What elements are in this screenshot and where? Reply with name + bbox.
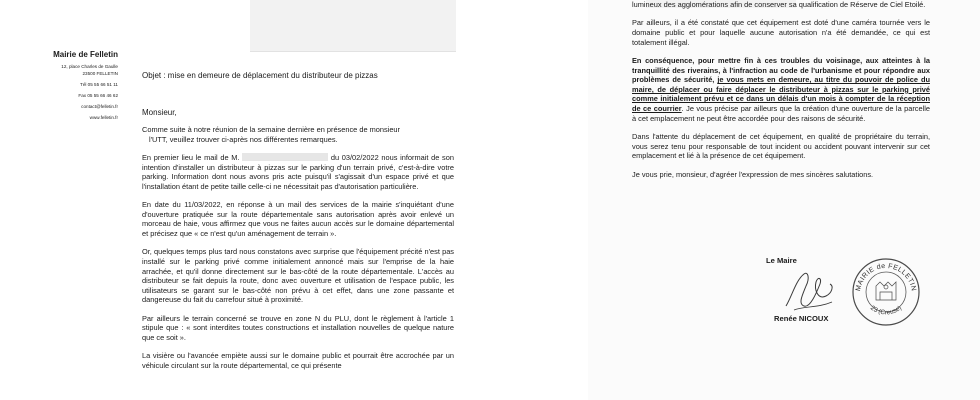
paragraph-first-mail bbox=[142, 153, 454, 191]
signatory-name: Renée NICOUX bbox=[774, 314, 829, 323]
formal-notice-demand: je vous mets en demeure, au titre du pouvoir de police du maire, de déplacer ou faire déplacer le distributeur à pizzas sur le parking privé comme initialement prévu et ce dans un délais d'un mois à compter de la réception de ce courrier bbox=[632, 75, 930, 113]
paragraph-march-reply: En date du 11/03/2022, en réponse à un mail des services de la mairie s'inquiétant d'une d'ouverture pratiquée sur la route départementale sans autorisation après avoir enlevé un morceau de haie, vous affirmez que vous ne faites aucun accès sur le domaine départemental et précisez que « ce n'est qu'un aménagement de terrain ». bbox=[142, 200, 454, 238]
letter-body-right bbox=[632, 0, 930, 188]
town-hall-seal bbox=[850, 256, 922, 328]
redacted-name bbox=[242, 153, 328, 161]
seal-bottom-text: 23 (Creuse) bbox=[868, 304, 904, 317]
seal-emblem bbox=[876, 282, 896, 300]
sender-address-line-2: 23500 FELLETIN bbox=[82, 71, 118, 76]
formal-notice-security: . Je vous précise par ailleurs que la création d'une ouverture de la parcelle à cet emplacement ne peut être accordée pour des raisons de sécurité. bbox=[632, 103, 931, 123]
svg-text:23 (Creuse) bbox=[869, 305, 903, 317]
paragraph-intro-line-2: l'UTT, veuillez trouver ci-après nos différentes remarques. bbox=[149, 134, 338, 144]
paragraph-installation: Or, quelques temps plus tard nous constatons avec surprise que l'équipement précité n'est pas installé sur le parking privé comme initialement annoncé mais sur l'emprise de la haie arrachée, et qu'il donne directement sur le bas-côté de la route départementale. L'accès au distributeur se fait depuis la route, donc avec ouverture et utilisation de l'espace public, les utilisateurs se garant sur le bas-côté non prévu à cet effet, dans une zone passante et dangereuse du fait du carrefour situé à proximité. bbox=[142, 247, 454, 305]
letter-subject: Objet : mise en demeure de déplacement du distributeur de pizzas bbox=[142, 71, 378, 80]
paragraph-intro bbox=[142, 125, 454, 144]
sender-block bbox=[32, 50, 118, 121]
paragraph-liability: Dans l'attente du déplacement de cet équipement, en qualité de propriétaire du terrain, vous serez tenu pour responsable de tout incident ou accident pouvant intervenir sur cet emplacement et lié à la présence de cet équipement. bbox=[632, 131, 930, 161]
sender-phone: Tél 05 55 66 51 11 bbox=[80, 82, 118, 87]
paragraph-closing: Je vous prie, monsieur, d'agréer l'expression de mes sincères salutations. bbox=[632, 169, 874, 179]
formal-notice-intro: En conséquence, pour mettre fin à ces troubles du voisinage, aux atteintes à la tranquillité des riverains, à l'infraction au code de l'urbanisme et pour répondre aux problèmes de sécurité, bbox=[632, 55, 930, 85]
sender-fax: Fax 05 55 66 46 62 bbox=[78, 93, 118, 98]
paragraph-plu-zone: Par ailleurs le terrain concerné se trouve en zone N du PLU, dont le règlement à l'article 1 stipule que : « sont interdites toutes constructions et installation nouvelles de quelque nature que ce soit ». bbox=[142, 313, 454, 342]
handwritten-signature bbox=[774, 266, 844, 314]
paragraph-dark-sky: lumineux des agglomérations afin de conserver sa qualification de Réserve de Ciel Etoilé. bbox=[632, 0, 926, 9]
page-gutter bbox=[500, 0, 588, 400]
paragraph-first-mail-rest: du 03/02/2022 nous informait de son intention d'installer un distributeur à pizzas sur le parking d'un terrain privé, c'est-à-dire votre parking. Information dont nous avons pris acte puisqu'il s'agissait d'un espace privé et que l'installation étant de petite taille celle-ci ne nécessitait pas d'autorisation particulière. bbox=[142, 152, 454, 191]
letter-body-left bbox=[142, 125, 454, 379]
paragraph-visor: La visière ou l'avancée empiète aussi sur le domaine public et pourrait être accrochée par un véhicule circulant sur la route départemental, ce qui présente bbox=[142, 351, 454, 370]
signature-title: Le Maire bbox=[766, 256, 797, 265]
paragraph-first-mail-start: En premier lieu le mail de M. bbox=[142, 152, 240, 162]
sender-name: Mairie de Felletin bbox=[53, 50, 118, 59]
redacted-recipient-block bbox=[250, 0, 456, 52]
sender-website: www.felletin.fr bbox=[89, 115, 118, 120]
sender-email: contact@felletin.fr bbox=[81, 104, 118, 109]
paragraph-intro-line-1: Comme suite à notre réunion de la semaine dernière en présence de monsieur bbox=[142, 125, 400, 134]
paragraph-camera: Par ailleurs, il a été constaté que cet équipement est doté d'une caméra tournée vers le domaine public et pour laquelle aucune autorisation n'a été demandée, ce qui est totalement illégal. bbox=[632, 18, 930, 47]
letter-page-right bbox=[588, 0, 980, 400]
paragraph-formal-notice bbox=[632, 56, 930, 123]
letter-greeting: Monsieur, bbox=[142, 108, 177, 117]
sender-address-line-1: 12, place Charles de Gaulle bbox=[61, 64, 118, 69]
seal-top-text: MAIRIE de FELLETIN bbox=[855, 262, 917, 292]
